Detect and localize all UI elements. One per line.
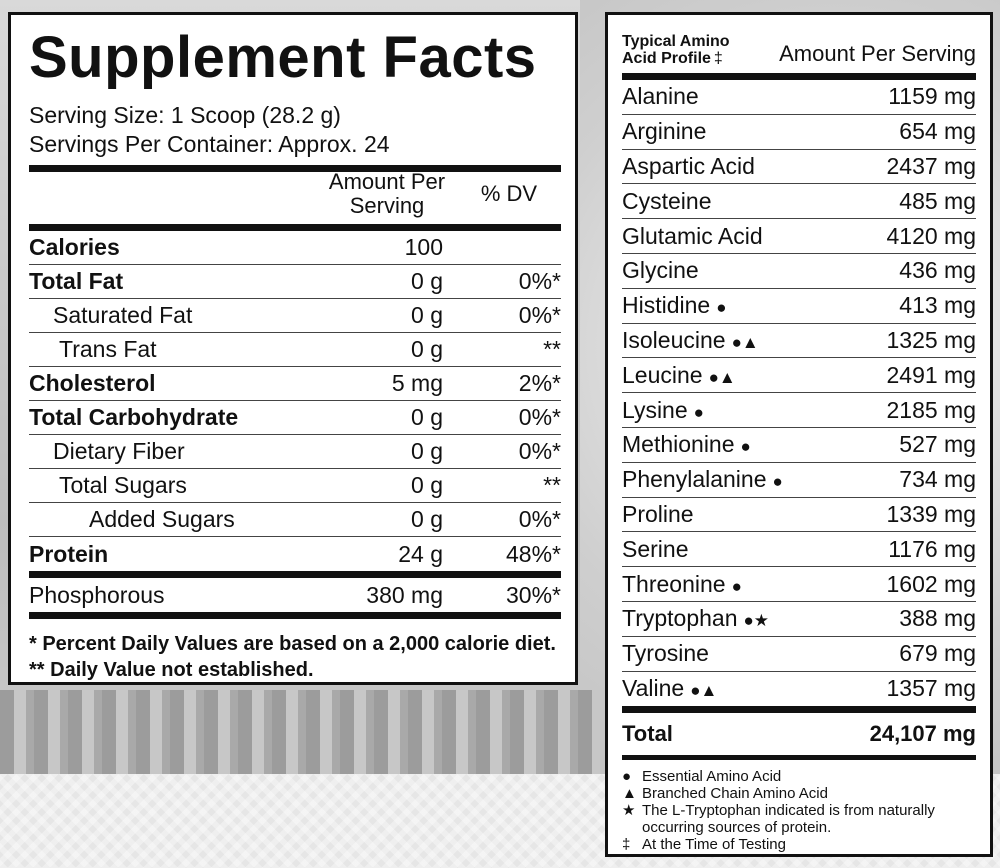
amino-name bbox=[622, 153, 886, 180]
amino-amount-header: Amount Per Serving bbox=[779, 41, 976, 66]
divider-thick bbox=[622, 706, 976, 713]
amino-name bbox=[622, 640, 899, 667]
nutrient-amount: 380 mg bbox=[366, 581, 443, 608]
header-amount-line2: Serving bbox=[349, 193, 425, 218]
amino-name-text: Aspartic Acid bbox=[622, 152, 755, 179]
amino-value: 1325 mg bbox=[886, 326, 976, 353]
servings-per-container: Servings Per Container: Approx. 24 bbox=[29, 131, 390, 157]
amino-row bbox=[622, 150, 976, 185]
nutrient-dv: 0%* bbox=[518, 438, 561, 464]
amino-header bbox=[622, 21, 976, 73]
nutrient-name: Saturated Fat bbox=[53, 302, 193, 328]
page-title: Supplement Facts bbox=[29, 25, 537, 90]
nutrient-row bbox=[29, 503, 561, 537]
amino-row bbox=[622, 324, 976, 359]
amino-name-text: Phenylalanine bbox=[622, 466, 767, 493]
amino-name bbox=[622, 223, 886, 250]
amino-row bbox=[622, 428, 976, 463]
amino-value: 1602 mg bbox=[886, 570, 976, 597]
amino-name bbox=[622, 501, 886, 528]
nutrient-rows bbox=[29, 231, 561, 571]
nutrient-dv: 0%* bbox=[518, 268, 561, 294]
amino-name bbox=[622, 466, 899, 493]
footnote-daily-values: * Percent Daily Values are based on a 2,000 calorie diet. bbox=[29, 633, 556, 655]
nutrient-amount: 0 g bbox=[411, 506, 443, 532]
background-product-band bbox=[0, 690, 600, 774]
nutrient-amount: 100 bbox=[404, 234, 443, 260]
nutrient-name: Calories bbox=[29, 234, 120, 260]
nutrient-name: Added Sugars bbox=[89, 506, 235, 532]
amino-label-line2: Acid Profile bbox=[622, 50, 711, 67]
amino-acid-panel bbox=[605, 12, 993, 857]
nutrient-row bbox=[29, 367, 561, 401]
amino-value: 2437 mg bbox=[886, 152, 976, 179]
amino-value: 4120 mg bbox=[886, 222, 976, 249]
amino-row bbox=[622, 498, 976, 533]
amino-row bbox=[622, 532, 976, 567]
amino-marks: ● bbox=[731, 576, 742, 596]
bcaa-triangle-icon: ▲ bbox=[622, 785, 637, 803]
amino-rows bbox=[622, 80, 976, 706]
amino-row bbox=[622, 672, 976, 707]
double-dagger-icon: ‡ bbox=[622, 836, 631, 854]
nutrient-amount: 0 g bbox=[411, 302, 443, 328]
footnote-not-established: ** Daily Value not established. bbox=[29, 659, 314, 681]
amino-name bbox=[622, 118, 899, 145]
nutrient-name: Phosphorous bbox=[29, 581, 165, 608]
amino-marks: ●▲ bbox=[690, 681, 718, 701]
amino-value: 527 mg bbox=[899, 431, 976, 458]
divider-thick bbox=[29, 165, 561, 172]
amino-row bbox=[622, 289, 976, 324]
amino-marks: ●▲ bbox=[731, 332, 759, 352]
serving-size: Serving Size: 1 Scoop (28.2 g) bbox=[29, 102, 341, 128]
amino-marks: ● bbox=[716, 298, 727, 318]
nutrient-amount: 0 g bbox=[411, 404, 443, 430]
supplement-facts-panel bbox=[8, 12, 578, 685]
amino-name-text: Valine bbox=[622, 675, 685, 702]
amino-value: 485 mg bbox=[899, 187, 976, 214]
nutrient-dv: 48%* bbox=[506, 540, 561, 567]
nutrient-amount: 0 g bbox=[411, 472, 443, 498]
amino-row bbox=[622, 637, 976, 672]
nutrient-name: Total Fat bbox=[29, 268, 124, 294]
amino-row bbox=[622, 184, 976, 219]
legend-text: Essential Amino Acid bbox=[642, 768, 782, 786]
amino-name bbox=[622, 362, 886, 389]
nutrient-amount: 0 g bbox=[411, 438, 443, 464]
header-amount-line1: Amount Per bbox=[328, 169, 446, 194]
nutrient-name: Total Sugars bbox=[59, 472, 187, 498]
amino-name bbox=[622, 83, 888, 110]
legend-item bbox=[622, 768, 976, 785]
amino-row bbox=[622, 602, 976, 637]
nutrient-row bbox=[29, 265, 561, 299]
amino-marks: ●★ bbox=[743, 611, 770, 631]
amino-name-text: Leucine bbox=[622, 361, 703, 388]
divider-thick bbox=[29, 224, 561, 231]
amino-marks: ● bbox=[693, 402, 704, 422]
amino-profile-label bbox=[622, 33, 730, 67]
amino-name bbox=[622, 536, 888, 563]
amino-row bbox=[622, 115, 976, 150]
amino-row bbox=[622, 254, 976, 289]
nutrient-row bbox=[29, 231, 561, 265]
header-amount bbox=[327, 170, 447, 218]
amino-name-text: Alanine bbox=[622, 83, 699, 110]
amino-name-text: Tyrosine bbox=[622, 640, 709, 667]
amino-name-text: Isoleucine bbox=[622, 326, 726, 353]
amino-legend bbox=[622, 768, 976, 853]
amino-marks: ● bbox=[772, 472, 783, 492]
header-dv: % DV bbox=[480, 181, 538, 206]
legend-text: The L-Tryptophan indicated is from naturally occurring sources of protein. bbox=[642, 802, 935, 837]
amino-name bbox=[622, 188, 899, 215]
amino-name bbox=[622, 571, 886, 598]
amino-row bbox=[622, 80, 976, 115]
amino-row bbox=[622, 463, 976, 498]
amino-name-text: Glycine bbox=[622, 257, 699, 284]
nutrient-name: Total Carbohydrate bbox=[29, 404, 239, 430]
nutrient-row bbox=[29, 401, 561, 435]
double-dagger-icon: ‡ bbox=[713, 50, 723, 67]
nutrient-dv: 0%* bbox=[518, 404, 561, 430]
amino-name bbox=[622, 397, 886, 424]
amino-row bbox=[622, 358, 976, 393]
legend-item bbox=[622, 836, 976, 853]
amino-label-line1: Typical Amino bbox=[622, 33, 730, 50]
amino-name bbox=[622, 327, 886, 354]
nutrient-dv: ** bbox=[543, 472, 561, 498]
column-header bbox=[29, 169, 561, 224]
amino-name-text: Arginine bbox=[622, 118, 707, 145]
nutrient-dv: 2%* bbox=[518, 370, 561, 396]
nutrient-row bbox=[29, 299, 561, 333]
amino-marks: ● bbox=[740, 437, 751, 457]
amino-name-text: Histidine bbox=[622, 292, 711, 319]
divider-thick bbox=[29, 612, 561, 619]
amino-marks: ●▲ bbox=[708, 367, 736, 387]
essential-dot-icon: ● bbox=[622, 768, 632, 786]
nutrient-amount: 0 g bbox=[411, 336, 443, 362]
mineral-row bbox=[29, 578, 561, 612]
legend-item bbox=[622, 785, 976, 802]
nutrient-row bbox=[29, 333, 561, 367]
amino-name-text: Threonine bbox=[622, 570, 726, 597]
divider-medium bbox=[622, 755, 976, 760]
total-label: Total bbox=[622, 721, 673, 747]
nutrient-name: Protein bbox=[29, 540, 109, 567]
divider-thick bbox=[29, 571, 561, 578]
legend-text: At the Time of Testing bbox=[642, 836, 786, 854]
amino-value: 679 mg bbox=[899, 640, 976, 667]
nutrient-dv: ** bbox=[543, 336, 561, 362]
amino-value: 436 mg bbox=[899, 257, 976, 284]
amino-value: 734 mg bbox=[899, 466, 976, 493]
amino-name bbox=[622, 605, 899, 632]
amino-name-text: Lysine bbox=[622, 396, 688, 423]
amino-value: 1159 mg bbox=[888, 83, 976, 110]
amino-name-text: Proline bbox=[622, 500, 694, 527]
amino-name-text: Glutamic Acid bbox=[622, 222, 763, 249]
amino-name bbox=[622, 292, 899, 319]
amino-value: 2491 mg bbox=[886, 361, 976, 388]
amino-name-text: Serine bbox=[622, 535, 689, 562]
amino-value: 1176 mg bbox=[888, 535, 976, 562]
star-icon: ★ bbox=[622, 802, 636, 820]
divider-thick bbox=[622, 73, 976, 80]
amino-value: 388 mg bbox=[899, 605, 976, 632]
legend-item bbox=[622, 802, 976, 836]
nutrient-name: Dietary Fiber bbox=[53, 438, 185, 464]
amino-name bbox=[622, 431, 899, 458]
nutrient-dv: 0%* bbox=[518, 506, 561, 532]
nutrient-amount: 0 g bbox=[411, 268, 443, 294]
amino-value: 1339 mg bbox=[886, 500, 976, 527]
nutrient-row bbox=[29, 469, 561, 503]
nutrient-name: Trans Fat bbox=[59, 336, 157, 362]
amino-value: 2185 mg bbox=[886, 396, 976, 423]
nutrient-dv: 0%* bbox=[518, 302, 561, 328]
footnotes bbox=[29, 631, 561, 683]
nutrient-name: Cholesterol bbox=[29, 370, 156, 396]
amino-row bbox=[622, 567, 976, 602]
nutrient-amount: 5 mg bbox=[391, 370, 443, 396]
nutrient-row bbox=[29, 537, 561, 571]
legend-text: Branched Chain Amino Acid bbox=[642, 785, 828, 803]
amino-value: 654 mg bbox=[899, 118, 976, 145]
amino-name-text: Cysteine bbox=[622, 187, 712, 214]
amino-name bbox=[622, 257, 899, 284]
amino-row bbox=[622, 219, 976, 254]
amino-name-text: Methionine bbox=[622, 431, 735, 458]
nutrient-dv: 30%* bbox=[506, 581, 561, 608]
amino-row bbox=[622, 393, 976, 428]
total-value: 24,107 mg bbox=[869, 721, 976, 747]
amino-name bbox=[622, 675, 886, 702]
amino-name-text: Tryptophan bbox=[622, 605, 738, 632]
nutrient-row bbox=[29, 435, 561, 469]
amino-value: 1357 mg bbox=[886, 675, 976, 702]
amino-value: 413 mg bbox=[899, 292, 976, 319]
nutrient-amount: 24 g bbox=[398, 540, 443, 567]
amino-total-row bbox=[622, 713, 976, 755]
